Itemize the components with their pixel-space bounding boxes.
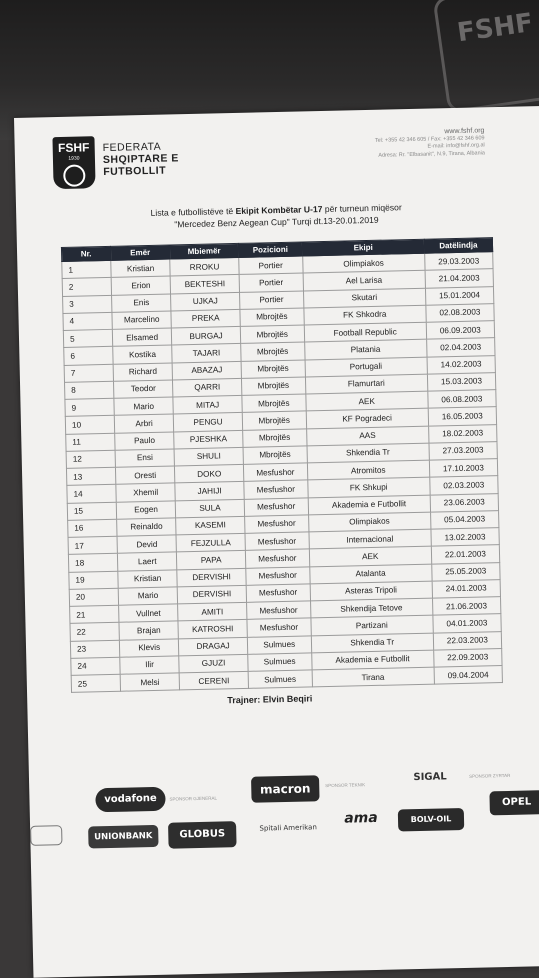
- last-name-cell: BEKTESHI: [170, 275, 239, 294]
- first-name-cell: Mario: [114, 397, 174, 416]
- row-number-cell: 20: [69, 588, 118, 606]
- intro-team-name: Ekipit Kombëtar U-17: [235, 204, 323, 216]
- row-number-cell: 3: [63, 295, 112, 313]
- document-page: [14, 106, 539, 978]
- federation-name: [103, 140, 180, 178]
- row-number-cell: 24: [71, 657, 120, 675]
- sigal-logo: SIGAL: [413, 771, 447, 784]
- position-cell: Mbrojtës: [241, 342, 305, 361]
- row-number-cell: 4: [63, 312, 112, 330]
- club-cell: Flamurtari: [305, 374, 427, 394]
- first-name-cell: Kostika: [113, 345, 173, 364]
- row-number-cell: 25: [71, 674, 120, 692]
- club-cell: Shkendija Tetove: [310, 598, 432, 618]
- row-number-cell: 7: [64, 364, 113, 382]
- position-cell: Mesfushor: [245, 532, 309, 551]
- row-number-cell: 8: [65, 381, 114, 399]
- birthdate-cell: 09.04.2004: [434, 666, 503, 685]
- birthdate-cell: 06.09.2003: [426, 321, 495, 340]
- federation-line1: FEDERATA: [102, 140, 162, 154]
- first-name-cell: Xhemil: [116, 483, 176, 502]
- contact-web: www.fshf.org: [444, 127, 485, 136]
- sigal-note: SPONSOR ZYRTAR: [468, 772, 511, 779]
- club-cell: Shkendia Tr: [307, 443, 429, 463]
- bolv-oil-logo: BOLV-OIL: [398, 808, 464, 831]
- position-cell: Portier: [239, 273, 303, 292]
- row-number-cell: 21: [70, 605, 119, 623]
- header-team: Ekipi: [302, 239, 424, 256]
- birthdate-cell: 15.03.2003: [427, 372, 496, 391]
- last-name-cell: GJUZI: [179, 654, 248, 673]
- federation-line3: FUTBOLLIT: [103, 164, 167, 178]
- club-cell: Internacional: [309, 529, 431, 549]
- position-cell: Portier: [239, 290, 303, 309]
- position-cell: Mbrojtës: [242, 394, 306, 413]
- row-number-cell: 19: [69, 571, 118, 589]
- contact-line1: Tel: +355 42 346 605 / Fax: +355 42 346 609: [374, 134, 485, 144]
- row-number-cell: 22: [70, 622, 119, 640]
- first-name-cell: Teodor: [113, 380, 173, 399]
- logo-year: 1930: [68, 155, 80, 162]
- first-name-cell: Klevis: [119, 638, 179, 657]
- last-name-cell: DOKO: [175, 464, 244, 483]
- last-name-cell: BURGAJ: [172, 326, 241, 345]
- birthdate-cell: 04.01.2003: [433, 614, 502, 633]
- row-number-cell: 14: [67, 485, 116, 503]
- position-cell: Mesfushor: [246, 601, 310, 620]
- club-cell: Football Republic: [304, 322, 426, 342]
- first-name-cell: Paulo: [115, 431, 175, 450]
- club-cell: KF Pogradeci: [306, 408, 428, 428]
- row-number-cell: 18: [68, 554, 117, 572]
- vodafone-note: SPONSOR GJENERAL: [169, 795, 218, 802]
- birthdate-cell: 14.02.2003: [427, 355, 496, 374]
- first-name-cell: Enis: [112, 293, 172, 312]
- position-cell: Mbrojtës: [240, 308, 304, 327]
- club-cell: Atalanta: [309, 564, 431, 584]
- birthdate-cell: 21.06.2003: [432, 597, 501, 616]
- fshf-logo: [52, 136, 95, 189]
- position-cell: Mbrojtës: [241, 359, 305, 378]
- birthdate-cell: 18.02.2003: [428, 424, 497, 443]
- position-cell: Mesfushor: [244, 497, 308, 516]
- header-birthdate: Datëlindja: [424, 238, 493, 254]
- row-number-cell: 1: [62, 260, 111, 278]
- unionbank-logo: UNIONBANK: [88, 825, 158, 849]
- first-name-cell: Oresti: [115, 466, 175, 485]
- contact-line2: E-mail: info@fshf.org.al: [427, 142, 485, 150]
- birthdate-cell: 22.01.2003: [431, 545, 500, 564]
- coach-line: [227, 693, 312, 705]
- position-cell: Mbrojtës: [243, 428, 307, 447]
- header-position: Pozicioni: [238, 242, 302, 257]
- club-cell: Skutari: [303, 288, 425, 308]
- position-cell: Mbrojtës: [240, 325, 304, 344]
- last-name-cell: CERENI: [179, 671, 248, 690]
- last-name-cell: TAJARI: [172, 344, 241, 363]
- first-name-cell: Erion: [111, 276, 171, 295]
- last-name-cell: KATROSHI: [178, 620, 247, 639]
- crest-logo: [30, 825, 62, 846]
- last-name-cell: KASEMI: [176, 516, 245, 535]
- row-number-cell: 2: [62, 278, 111, 296]
- birthdate-cell: 02.08.2003: [426, 303, 495, 322]
- club-cell: AAS: [306, 426, 428, 446]
- row-number-cell: 12: [66, 450, 115, 468]
- birthdate-cell: 17.10.2003: [429, 459, 498, 478]
- club-cell: FK Shkodra: [304, 305, 426, 325]
- club-cell: AEK: [305, 391, 427, 411]
- intro-line2: "Mercedez Benz Aegean Cup" Turqi dt.13-20.01.2019: [174, 214, 379, 230]
- last-name-cell: PENGU: [174, 413, 243, 432]
- position-cell: Mbrojtës: [241, 377, 305, 396]
- header-name: Emër: [110, 245, 170, 260]
- macron-note: SPONSOR TEKNIK: [325, 782, 366, 789]
- desk-fshf-logo: FSHF: [432, 0, 539, 114]
- club-cell: Akademia e Futbollit: [311, 650, 433, 670]
- last-name-cell: DERVISHI: [177, 585, 246, 604]
- last-name-cell: ABAZAJ: [172, 361, 241, 380]
- last-name-cell: DRAGAJ: [179, 637, 248, 656]
- birthdate-cell: 25.05.2003: [431, 562, 500, 581]
- first-name-cell: Kristian: [111, 259, 171, 278]
- first-name-cell: Arbri: [114, 414, 174, 433]
- row-number-cell: 5: [63, 329, 112, 347]
- opel-logo: OPEL: [489, 790, 539, 815]
- birthdate-cell: 02.03.2003: [430, 476, 499, 495]
- last-name-cell: PAPA: [177, 551, 246, 570]
- birthdate-cell: 05.04.2003: [430, 510, 499, 529]
- first-name-cell: Eogen: [116, 500, 176, 519]
- position-cell: Sulmues: [248, 670, 312, 689]
- first-name-cell: Ensi: [115, 449, 175, 468]
- birthdate-cell: 24.01.2003: [432, 579, 501, 598]
- football-icon: [63, 164, 85, 186]
- club-cell: Tirana: [312, 667, 434, 687]
- last-name-cell: DERVISHI: [177, 568, 246, 587]
- last-name-cell: MITAJ: [173, 395, 242, 414]
- birthdate-cell: 23.06.2003: [430, 493, 499, 512]
- first-name-cell: Reinaldo: [117, 518, 177, 537]
- row-number-cell: 10: [65, 416, 114, 434]
- spitali-logo: Spitali Amerikan: [259, 823, 317, 833]
- first-name-cell: Richard: [113, 362, 173, 381]
- row-number-cell: 16: [68, 519, 117, 537]
- last-name-cell: QARRI: [173, 378, 242, 397]
- globus-logo: GLOBUS: [168, 821, 237, 849]
- birthdate-cell: 29.03.2003: [424, 252, 493, 271]
- birthdate-cell: 02.04.2003: [426, 338, 495, 357]
- club-cell: Atromitos: [307, 460, 429, 480]
- header-surname: Mbiemër: [170, 243, 239, 259]
- coach-label: Trajner:: [227, 694, 261, 706]
- club-cell: Asteras Tripoli: [310, 581, 432, 601]
- last-name-cell: FEJZULLA: [176, 533, 245, 552]
- row-number-cell: 6: [64, 347, 113, 365]
- row-number-cell: 13: [66, 467, 115, 485]
- header-nr: Nr.: [61, 246, 110, 261]
- federation-line2: SHQIPTARE E: [102, 152, 179, 166]
- position-cell: Mesfushor: [244, 480, 308, 499]
- birthdate-cell: 22.03.2003: [433, 631, 502, 650]
- club-cell: Olimpiakos: [308, 512, 430, 532]
- first-name-cell: Mario: [118, 587, 178, 606]
- first-name-cell: Laert: [117, 552, 177, 571]
- roster-table: [61, 237, 503, 693]
- last-name-cell: SULA: [175, 499, 244, 518]
- position-cell: Mesfushor: [246, 584, 310, 603]
- club-cell: Platania: [304, 339, 426, 359]
- row-number-cell: 17: [68, 536, 117, 554]
- position-cell: Mbrojtës: [242, 411, 306, 430]
- position-cell: Mbrojtës: [243, 446, 307, 465]
- last-name-cell: PREKA: [171, 309, 240, 328]
- club-cell: Akademia e Futbollit: [308, 495, 430, 515]
- logo-text: FSHF: [57, 140, 90, 156]
- row-number-cell: 9: [65, 398, 114, 416]
- last-name-cell: JAHIJI: [175, 482, 244, 501]
- position-cell: Sulmues: [247, 635, 311, 654]
- birthdate-cell: 22.09.2003: [433, 648, 502, 667]
- club-cell: AEK: [309, 546, 431, 566]
- row-number-cell: 23: [70, 640, 119, 658]
- club-cell: Partizani: [311, 615, 433, 635]
- position-cell: Sulmues: [248, 653, 312, 672]
- first-name-cell: Brajan: [119, 621, 179, 640]
- last-name-cell: PJESHKA: [174, 430, 243, 449]
- vodafone-logo: vodafone: [95, 787, 166, 813]
- ama-logo: ama: [344, 809, 378, 827]
- row-number-cell: 11: [66, 433, 115, 451]
- club-cell: Portugali: [305, 357, 427, 377]
- last-name-cell: AMITI: [178, 602, 247, 621]
- intro-text: [56, 199, 496, 233]
- birthdate-cell: 15.01.2004: [425, 286, 494, 305]
- birthdate-cell: 21.04.2003: [425, 269, 494, 288]
- first-name-cell: Devid: [117, 535, 177, 554]
- club-cell: Olimpiakos: [302, 253, 424, 273]
- contact-info: [334, 127, 485, 160]
- row-number-cell: 15: [67, 502, 116, 520]
- contact-line3: Adresa: Rr. "Elbasanit", N.9, Tirana, Albania: [378, 149, 485, 159]
- last-name-cell: RROKU: [170, 257, 239, 276]
- position-cell: Mesfushor: [245, 549, 309, 568]
- club-cell: Shkendia Tr: [311, 633, 433, 653]
- birthdate-cell: 13.02.2003: [431, 528, 500, 547]
- position-cell: Mesfushor: [243, 463, 307, 482]
- birthdate-cell: 27.03.2003: [429, 441, 498, 460]
- birthdate-cell: 06.08.2003: [428, 390, 497, 409]
- intro-line1-pre: Lista e futbollistëve të: [150, 205, 236, 218]
- first-name-cell: Elsamed: [112, 328, 172, 347]
- first-name-cell: Marcelino: [112, 311, 172, 330]
- first-name-cell: Ilir: [120, 656, 180, 675]
- position-cell: Portier: [239, 256, 303, 275]
- sponsor-strip: [29, 766, 539, 878]
- position-cell: Mesfushor: [246, 566, 310, 585]
- macron-logo: macron: [251, 775, 320, 803]
- last-name-cell: SHULI: [174, 447, 243, 466]
- intro-line1-post: për turneun miqësor: [322, 202, 402, 215]
- last-name-cell: UJKAJ: [171, 292, 240, 311]
- club-cell: FK Shkupi: [307, 477, 429, 497]
- first-name-cell: Vullnet: [119, 604, 179, 623]
- birthdate-cell: 16.05.2003: [428, 407, 497, 426]
- club-cell: Ael Larisa: [303, 270, 425, 290]
- position-cell: Mesfushor: [244, 515, 308, 534]
- first-name-cell: Melsi: [120, 673, 180, 692]
- first-name-cell: Kristian: [118, 569, 178, 588]
- coach-name: Elvin Beqiri: [262, 693, 313, 705]
- position-cell: Mesfushor: [247, 618, 311, 637]
